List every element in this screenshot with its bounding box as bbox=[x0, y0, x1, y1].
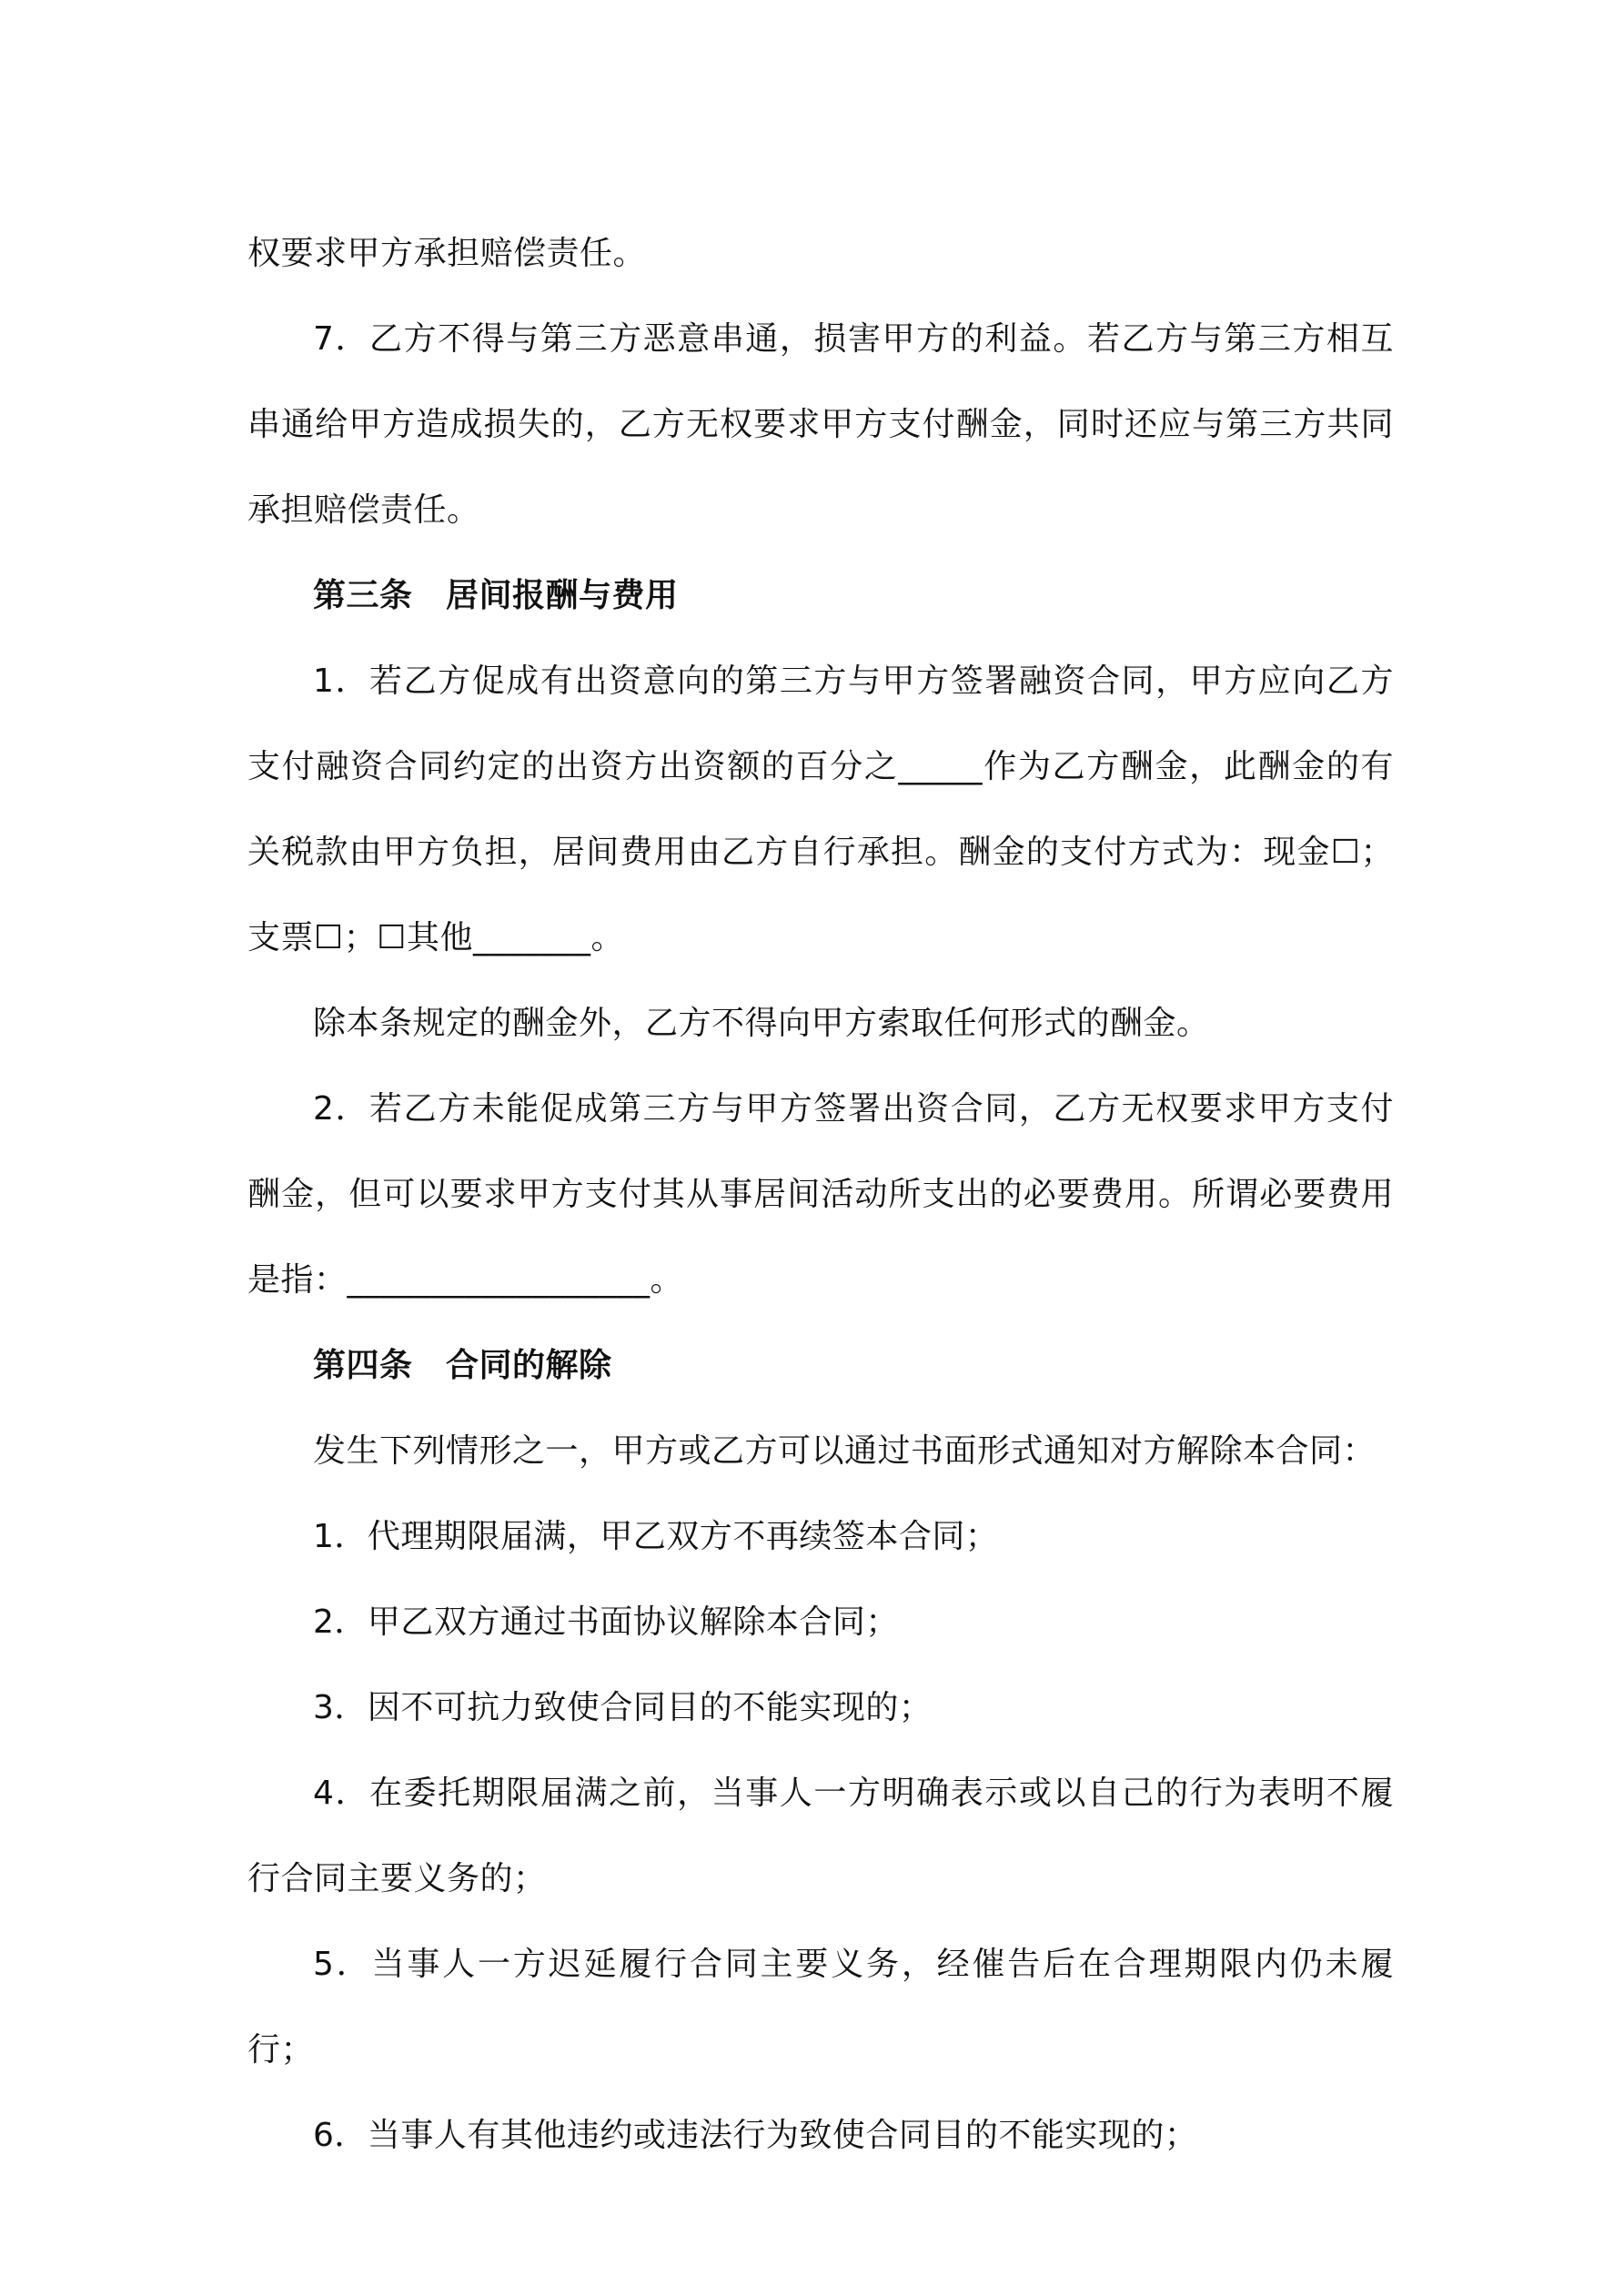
article-3-heading: 第三条 居间报酬与费用 bbox=[313, 577, 679, 614]
clause-4-intro: 发生下列情形之一，甲方或乙方可以通过书面形式通知对方解除本合同： bbox=[313, 1432, 1377, 1470]
article-4-heading: 第四条 合同的解除 bbox=[313, 1347, 612, 1384]
clause-4-3: 3．因不可抗力致使合同目的不能实现的； bbox=[313, 1689, 933, 1726]
clause-4-6: 6．当事人有其他违约或违法行为致使合同目的不能实现的； bbox=[313, 2117, 1198, 2154]
clause-3-2: 2．若乙方未能促成第三方与甲方签署出资合同，乙方无权要求甲方支付酬金，但可以要求甲方支付其从事居间活动所支出的必要费用。所谓必要费用是指：__________________。 bbox=[247, 1090, 1394, 1299]
document-body bbox=[247, 211, 1394, 2179]
liability-continuation: 权要求甲方承担赔偿责任。 bbox=[247, 235, 647, 272]
clause-4-5: 5．当事人一方迟延履行合同主要义务，经催告后在合理期限内仍未履行； bbox=[247, 1946, 1394, 2068]
clause-3-1: 1．若乙方促成有出资意向的第三方与甲方签署融资合同，甲方应向乙方支付融资合同约定的出资方出资额的百分之_____作为乙方酬金，此酬金的有关税款由甲方负担，居间费用由乙方自行承担。酬金的支付方式为：现金☐；支票☐；☐其他_______。 bbox=[247, 663, 1394, 956]
clause-2-7: 7．乙方不得与第三方恶意串通，损害甲方的利益。若乙方与第三方相互串通给甲方造成损失的，乙方无权要求甲方支付酬金，同时还应与第三方共同承担赔偿责任。 bbox=[247, 320, 1394, 529]
clause-4-2: 2．甲乙双方通过书面协议解除本合同； bbox=[313, 1603, 899, 1641]
clause-4-4: 4．在委托期限届满之前，当事人一方明确表示或以自己的行为表明不履行合同主要义务的； bbox=[247, 1775, 1394, 1897]
clause-4-1: 1．代理期限届满，甲乙双方不再续签本合同； bbox=[313, 1518, 999, 1555]
clause-3-note: 除本条规定的酬金外，乙方不得向甲方索取任何形式的酬金。 bbox=[313, 1005, 1210, 1042]
